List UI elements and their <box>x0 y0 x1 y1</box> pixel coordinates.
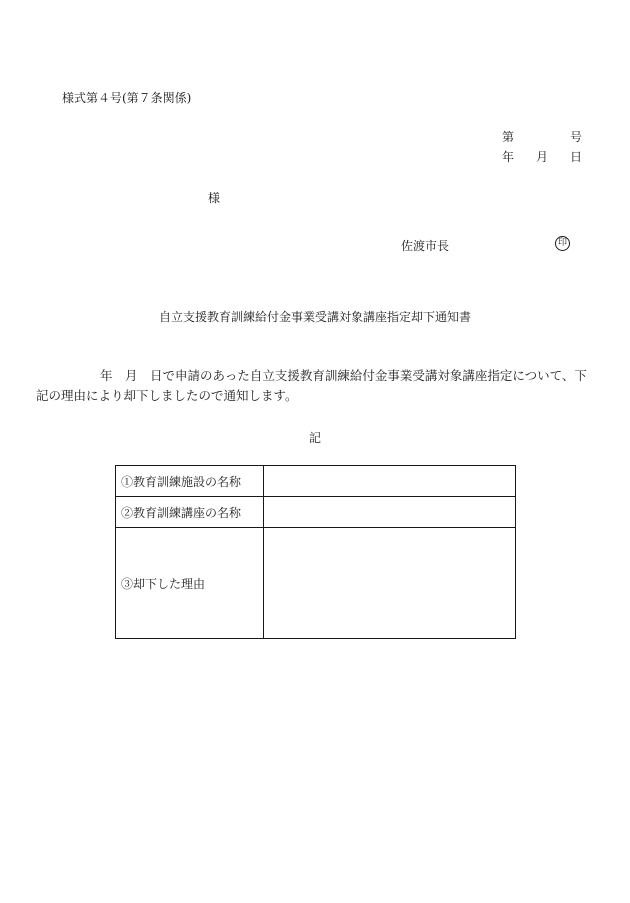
table-row <box>116 528 516 639</box>
document-number-prefix: 第 <box>502 130 515 144</box>
seal-mark: 印 <box>555 236 570 251</box>
notice-body: 年 月 日で申請のあった自立支援教育訓練給付金事業受講対象講座指定について、下記の理由により却下しましたので通知します。 <box>36 368 587 403</box>
date-month: 月 <box>535 150 548 164</box>
facility-name-label: ①教育訓練施設の名称 <box>116 466 264 497</box>
details-table <box>115 465 516 639</box>
document-number-suffix: 号 <box>569 130 582 144</box>
issuer-name: 佐渡市長 <box>401 239 450 253</box>
date-line <box>502 148 582 165</box>
course-name-label: ②教育訓練講座の名称 <box>116 497 264 528</box>
course-name-value <box>264 497 516 528</box>
facility-name-value <box>264 466 516 497</box>
document-title: 自立支援教育訓練給付金事業受講対象講座指定却下通知書 <box>158 310 471 324</box>
date-year: 年 <box>502 150 515 164</box>
form-number: 様式第４号(第７条関係) <box>62 91 192 105</box>
recipient-honorific: 様 <box>208 191 221 205</box>
rejection-reason-label: ③却下した理由 <box>116 528 264 639</box>
rejection-reason-value <box>264 528 516 639</box>
date-day: 日 <box>569 150 582 164</box>
table-row <box>116 497 516 528</box>
ki-heading: 記 <box>308 431 321 445</box>
table-row <box>116 466 516 497</box>
document-number <box>502 128 582 145</box>
